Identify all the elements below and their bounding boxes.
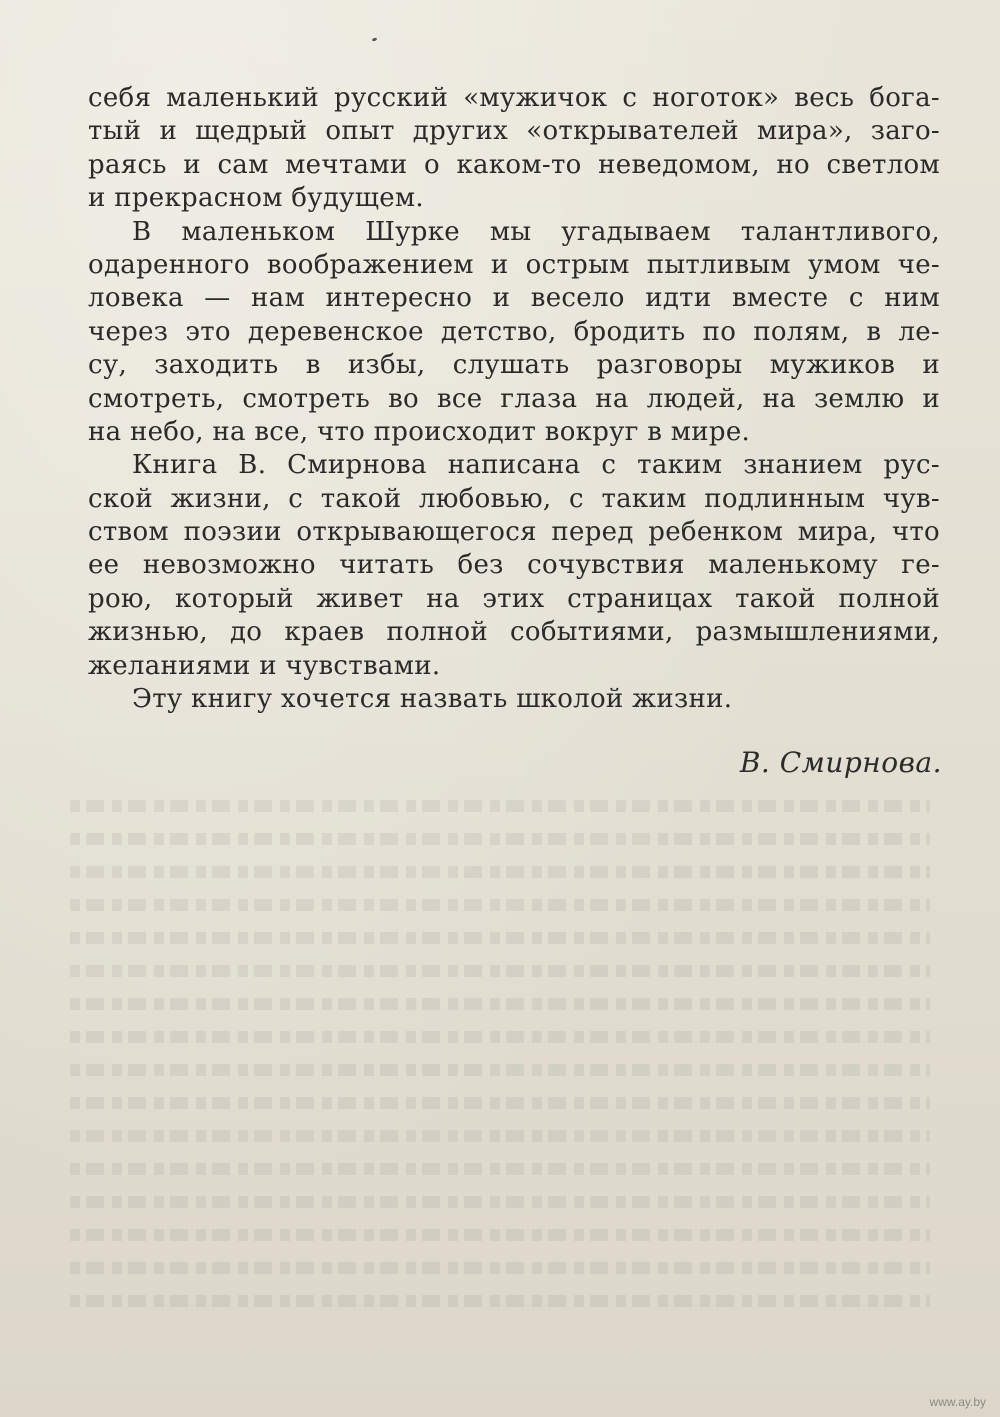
text-line: одаренного воображением и острым пытливым умом че- xyxy=(88,249,940,280)
site-watermark: www.ay.by xyxy=(929,1395,986,1409)
show-through-text xyxy=(70,800,930,1360)
text-line: ловека — нам интересно и весело идти вместе с ним xyxy=(88,283,940,314)
text-line: смотреть, смотреть во все глаза на людей, на землю и xyxy=(88,383,940,414)
text-line: су, заходить в избы, слушать разговоры мужиков и xyxy=(88,350,940,381)
text-line: на небо, на все, что происходит вокруг в мире. xyxy=(88,416,751,447)
ink-speck xyxy=(372,37,378,42)
text-line: В маленьком Шурке мы угадываем талантливого, xyxy=(132,216,940,247)
author-signature: В. Смирнова. xyxy=(739,746,942,779)
text-line: раясь и сам мечтами о каком-то неведомом, но светлом xyxy=(88,149,940,180)
text-line: через это деревенское детство, бродить по полям, в ле- xyxy=(88,316,940,347)
text-line: желаниями и чувствами. xyxy=(88,650,441,681)
text-line: Книга В. Смирнова написана с таким знанием рус- xyxy=(132,450,940,481)
text-line: тый и щедрый опыт других «открывателей мира», заго- xyxy=(88,116,940,147)
text-line: ее невозможно читать без сочувствия маленькому ге- xyxy=(88,550,940,581)
text-line: ством поэзии открывающегося перед ребенком мира, что xyxy=(88,517,940,548)
text-line: и прекрасном будущем. xyxy=(88,183,424,214)
text-line: себя маленький русский «мужичок с ноготок» весь бога- xyxy=(88,83,940,113)
text-line: жизнью, до краев полной событиями, размышлениями, xyxy=(88,617,940,648)
text-line: рою, который живет на этих страницах такой полной xyxy=(88,583,940,614)
text-line: Эту книгу хочется назвать школой жизни. xyxy=(132,684,733,715)
body-text xyxy=(88,82,940,716)
text-line: ской жизни, с такой любовью, с таким подлинным чув- xyxy=(88,483,940,514)
